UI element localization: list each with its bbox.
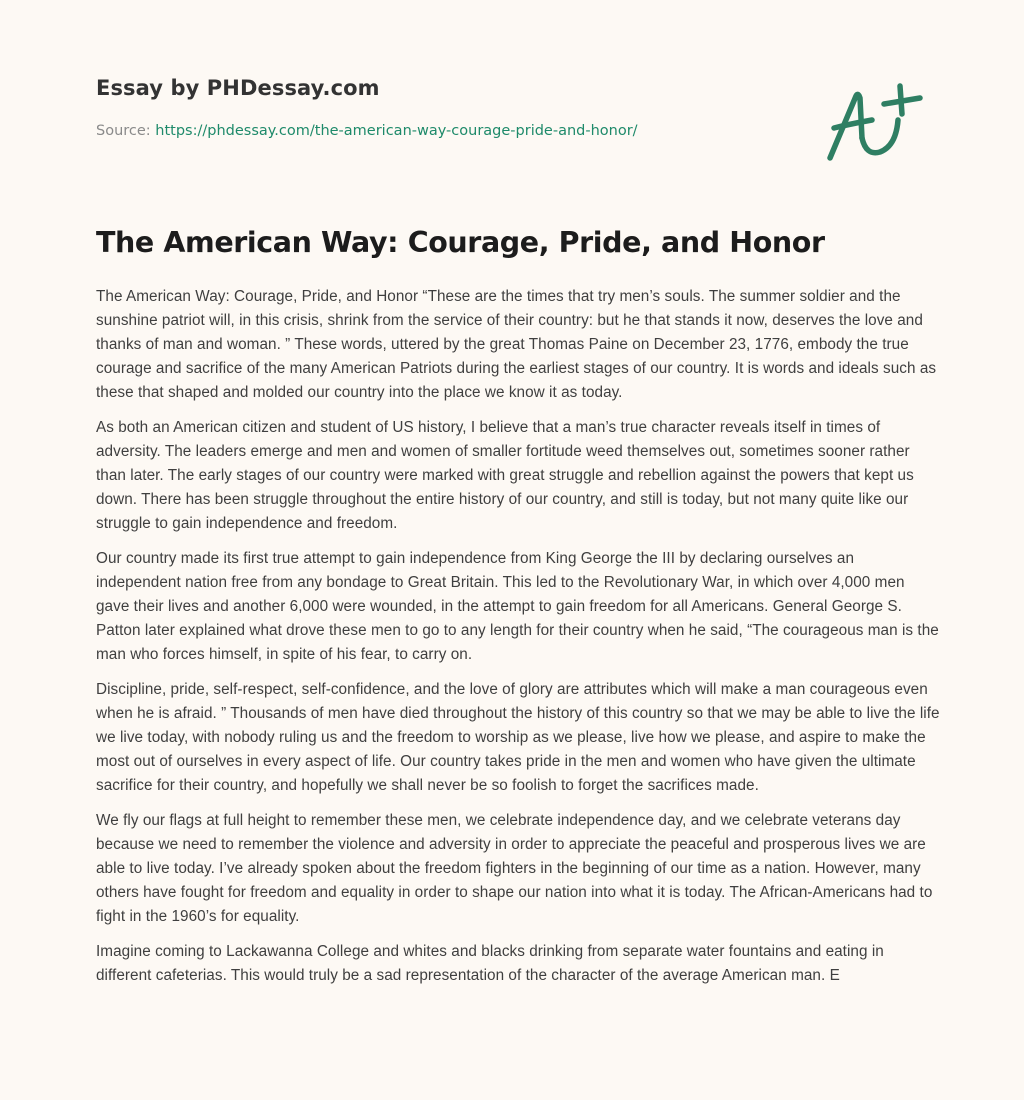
source-line (96, 123, 638, 139)
source-label: Source: (96, 123, 156, 139)
essay-paragraph: Imagine coming to Lackawanna College and whites and blacks drinking from separate water fountains and eating in different cafeterias. This would truly be a sad representation of the character of the average American man. E (96, 943, 884, 984)
essay-body (96, 285, 941, 999)
a-plus-grade-icon (820, 68, 930, 168)
brand-title: Essay by PHDessay.com (96, 76, 380, 100)
essay-paragraph: The American Way: Courage, Pride, and Honor “These are the times that try men’s souls. The summer soldier and the sunshine patriot will, in this crisis, shrink from the service of their country: but he that stands it now, deserves the love and thanks of man and woman. ” These words, uttered by the great Thomas Paine on December 23, 1776, embody the true courage and sacrifice of the many American Patriots during the earliest stages of our country. It is words and ideals such as these that shaped and molded our country into the place we know it as today. (96, 288, 937, 401)
essay-title: The American Way: Courage, Pride, and Honor (96, 226, 825, 259)
essay-paragraph: Discipline, pride, self-respect, self-confidence, and the love of glory are attributes which will make a man courageous even when he is afraid. ” Thousands of men have died throughout the history of this country so that we may be able to live the life we live today, with nobody ruling us and the freedom to worship as we please, live how we please, and aspire to make the most out of ourselves in every aspect of life. Our country takes pride in the men and women who have given the ultimate sacrifice for their country, and hopefully we shall never be so foolish to forget the sacrifices made. (96, 681, 940, 794)
essay-paragraph: We fly our flags at full height to remember these men, we celebrate independence day, and we celebrate veterans day because we need to remember the violence and adversity in order to appreciate the peaceful and prosperous lives we are able to live today. I’ve already spoken about the freedom fighters in the beginning of our time as a nation. However, many others have fought for freedom and equality in order to shape our nation into what it is today. The African-Americans had to fight in the 1960’s for equality. (96, 812, 933, 925)
source-link[interactable]: https://phdessay.com/the-american-way-courage-pride-and-honor/ (155, 123, 638, 139)
essay-paragraph: As both an American citizen and student of US history, I believe that a man’s true character reveals itself in times of adversity. The leaders emerge and men and women of smaller fortitude weed themselves out, sometimes sooner rather than later. The early stages of our country were marked with great struggle and rebellion against the powers that kept us down. There has been struggle throughout the entire history of our country, and still is today, but not many quite like our struggle to gain independence and freedom. (96, 419, 914, 532)
essay-paragraph: Our country made its first true attempt to gain independence from King George the III by declaring ourselves an independent nation free from any bondage to Great Britain. This led to the Revolutionary War, in which over 4,000 men gave their lives and another 6,000 were wounded, in the attempt to gain freedom for all Americans. General George S. Patton later explained what drove these men to go to any length for their country when he said, “The courageous man is the man who forces himself, in spite of his fear, to carry on. (96, 550, 939, 663)
